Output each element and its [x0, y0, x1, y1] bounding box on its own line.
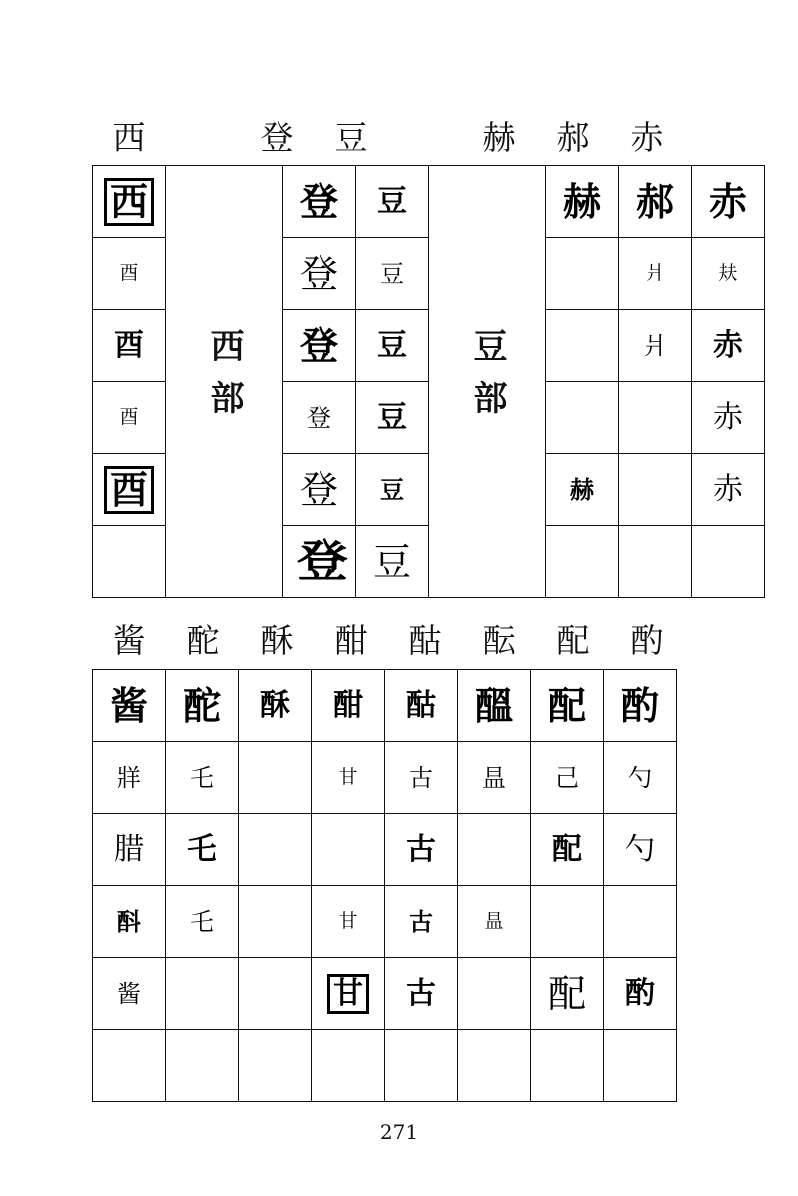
seal-glyph: 古	[409, 763, 433, 792]
glyph-cell	[312, 1030, 385, 1102]
table-row	[93, 958, 677, 1030]
radical-label: 豆部	[467, 327, 507, 432]
seal-glyph: 酣	[333, 687, 363, 723]
seal-glyph: 醞	[474, 682, 513, 728]
glyph-cell	[283, 454, 356, 526]
radical-label: 西部	[204, 327, 244, 432]
glyph-cell	[356, 454, 429, 526]
seal-glyph: 豆	[380, 474, 404, 504]
glyph-cell	[619, 526, 692, 598]
glyph-cell	[356, 382, 429, 454]
glyph-cell	[604, 886, 677, 958]
seal-glyph: 㚘	[718, 262, 738, 284]
table-row	[93, 814, 677, 886]
seal-glyph: 酉	[114, 327, 144, 363]
glyph-cell	[312, 958, 385, 1030]
seal-glyph: 西	[104, 178, 154, 226]
glyph-cell	[604, 670, 677, 742]
glyph-cell	[166, 1030, 239, 1102]
glyph-cell	[239, 742, 312, 814]
header-char: 酥	[260, 621, 294, 660]
glyph-cell	[458, 1030, 531, 1102]
header-char: 酝	[482, 621, 516, 660]
glyph-cell	[385, 670, 458, 742]
bottom-glyph-table	[92, 669, 677, 1102]
seal-glyph: 赤	[713, 327, 743, 363]
seal-glyph: 赤	[713, 471, 743, 507]
glyph-cell	[93, 166, 166, 238]
glyph-cell	[604, 1030, 677, 1102]
seal-glyph: 配	[547, 971, 586, 1016]
bottom-header-row	[92, 611, 685, 671]
seal-glyph: 昷	[484, 910, 504, 932]
glyph-cell	[356, 238, 429, 310]
glyph-cell	[166, 670, 239, 742]
glyph-cell	[604, 958, 677, 1030]
glyph-cell	[531, 742, 604, 814]
table-row	[93, 886, 677, 958]
glyph-cell	[93, 382, 166, 454]
header-char: 豆	[334, 118, 368, 157]
glyph-cell	[385, 1030, 458, 1102]
glyph-cell	[385, 958, 458, 1030]
glyph-cell	[93, 526, 166, 598]
glyph-cell	[692, 310, 765, 382]
glyph-cell	[385, 742, 458, 814]
glyph-cell	[93, 886, 166, 958]
glyph-cell	[93, 454, 166, 526]
seal-glyph: 赤	[708, 178, 747, 224]
seal-glyph: 爿	[645, 262, 665, 284]
seal-glyph: 登	[299, 251, 338, 296]
glyph-cell	[239, 958, 312, 1030]
glyph-cell	[619, 382, 692, 454]
top-header-row	[92, 108, 685, 168]
glyph-cell	[546, 382, 619, 454]
glyph-cell	[692, 166, 765, 238]
seal-glyph: 赫	[562, 178, 601, 224]
seal-glyph: 酉	[119, 262, 139, 284]
glyph-cell	[546, 454, 619, 526]
seal-glyph: 酉	[119, 406, 139, 428]
glyph-cell	[619, 238, 692, 310]
glyph-cell	[531, 814, 604, 886]
glyph-cell	[239, 670, 312, 742]
seal-glyph: 登	[297, 535, 341, 587]
seal-glyph: 甘	[338, 910, 358, 932]
glyph-cell	[239, 814, 312, 886]
glyph-cell	[283, 166, 356, 238]
seal-glyph: 豆	[377, 183, 407, 219]
glyph-cell	[166, 958, 239, 1030]
glyph-cell	[356, 526, 429, 598]
glyph-cell	[692, 526, 765, 598]
glyph-cell	[166, 886, 239, 958]
seal-glyph: 酉	[104, 466, 154, 514]
table-row	[93, 742, 677, 814]
seal-glyph: 乇	[190, 907, 214, 936]
glyph-cell	[283, 526, 356, 598]
glyph-cell	[458, 958, 531, 1030]
seal-glyph: 酙	[117, 906, 141, 936]
glyph-cell	[546, 166, 619, 238]
table-row	[93, 166, 765, 238]
glyph-cell	[619, 166, 692, 238]
seal-glyph: 登	[299, 178, 338, 224]
glyph-cell	[531, 670, 604, 742]
glyph-cell	[93, 310, 166, 382]
seal-glyph: 登	[299, 467, 338, 512]
glyph-cell	[604, 742, 677, 814]
seal-glyph: 古	[406, 831, 436, 867]
header-char: 酤	[408, 621, 442, 660]
glyph-cell	[283, 310, 356, 382]
seal-glyph: 酱	[109, 682, 148, 728]
seal-glyph: 豆	[377, 399, 407, 435]
seal-glyph: 酌	[625, 975, 655, 1011]
glyph-cell	[385, 814, 458, 886]
seal-glyph: 郝	[635, 178, 674, 224]
glyph-cell	[312, 886, 385, 958]
seal-glyph: 酌	[620, 682, 659, 728]
glyph-cell	[692, 238, 765, 310]
glyph-cell	[531, 1030, 604, 1102]
header-char: 酡	[186, 621, 220, 660]
glyph-cell	[619, 454, 692, 526]
seal-glyph: 古	[406, 975, 436, 1011]
seal-glyph: 勺	[625, 831, 655, 867]
seal-glyph: 酥	[260, 687, 290, 723]
glyph-cell	[619, 310, 692, 382]
glyph-cell	[458, 886, 531, 958]
glyph-cell	[546, 526, 619, 598]
page-number: 271	[379, 1120, 419, 1144]
glyph-cell	[458, 814, 531, 886]
glyph-cell	[604, 814, 677, 886]
header-char: 赫	[482, 118, 516, 157]
glyph-cell	[93, 238, 166, 310]
seal-glyph: 乇	[187, 831, 217, 867]
seal-glyph: 甘	[327, 974, 369, 1014]
glyph-cell	[312, 670, 385, 742]
seal-glyph: 豆	[372, 539, 411, 584]
seal-glyph: 酤	[406, 687, 436, 723]
glyph-cell	[93, 814, 166, 886]
seal-glyph: 爿	[643, 331, 667, 360]
seal-glyph: 古	[409, 906, 433, 936]
seal-glyph: 配	[552, 831, 582, 867]
radical-cell	[429, 166, 546, 598]
glyph-cell	[93, 958, 166, 1030]
seal-glyph: 乇	[190, 763, 214, 792]
seal-glyph: 勺	[628, 763, 652, 792]
seal-glyph: 豆	[380, 259, 404, 288]
glyph-cell	[458, 742, 531, 814]
header-char: 西	[112, 118, 146, 157]
seal-glyph: 豆	[377, 327, 407, 363]
header-char: 郝	[556, 118, 590, 157]
seal-glyph: 腊	[114, 831, 144, 867]
seal-glyph: 酡	[182, 682, 221, 728]
seal-glyph: 赤	[713, 399, 743, 435]
header-char: 赤	[630, 118, 664, 157]
seal-glyph: 赫	[570, 474, 594, 504]
glyph-cell	[531, 958, 604, 1030]
glyph-cell	[385, 886, 458, 958]
glyph-cell	[546, 310, 619, 382]
seal-glyph: 登	[307, 403, 331, 432]
glyph-cell	[312, 814, 385, 886]
glyph-cell	[166, 742, 239, 814]
header-char: 登	[260, 118, 294, 157]
glyph-cell	[166, 814, 239, 886]
seal-glyph: 牂	[117, 763, 141, 792]
glyph-cell	[283, 382, 356, 454]
glyph-cell	[458, 670, 531, 742]
glyph-cell	[93, 742, 166, 814]
table-row	[93, 1030, 677, 1102]
seal-glyph: 己	[555, 763, 579, 792]
radical-cell	[166, 166, 283, 598]
seal-glyph: 酱	[117, 979, 141, 1008]
glyph-cell	[312, 742, 385, 814]
header-char: 酱	[112, 621, 146, 660]
glyph-cell	[93, 1030, 166, 1102]
glyph-cell	[546, 238, 619, 310]
header-char: 配	[556, 621, 590, 660]
glyph-cell	[93, 670, 166, 742]
glyph-cell	[356, 310, 429, 382]
seal-glyph: 昷	[482, 763, 506, 792]
glyph-cell	[356, 166, 429, 238]
glyph-cell	[283, 238, 356, 310]
seal-glyph: 登	[299, 322, 338, 368]
header-char: 酣	[334, 621, 368, 660]
header-char: 酌	[630, 621, 664, 660]
glyph-cell	[239, 1030, 312, 1102]
seal-glyph: 甘	[338, 766, 358, 788]
glyph-cell	[692, 454, 765, 526]
top-glyph-table	[92, 165, 765, 598]
glyph-cell	[692, 382, 765, 454]
table-row	[93, 670, 677, 742]
glyph-cell	[531, 886, 604, 958]
glyph-cell	[239, 886, 312, 958]
seal-glyph: 配	[547, 682, 586, 728]
